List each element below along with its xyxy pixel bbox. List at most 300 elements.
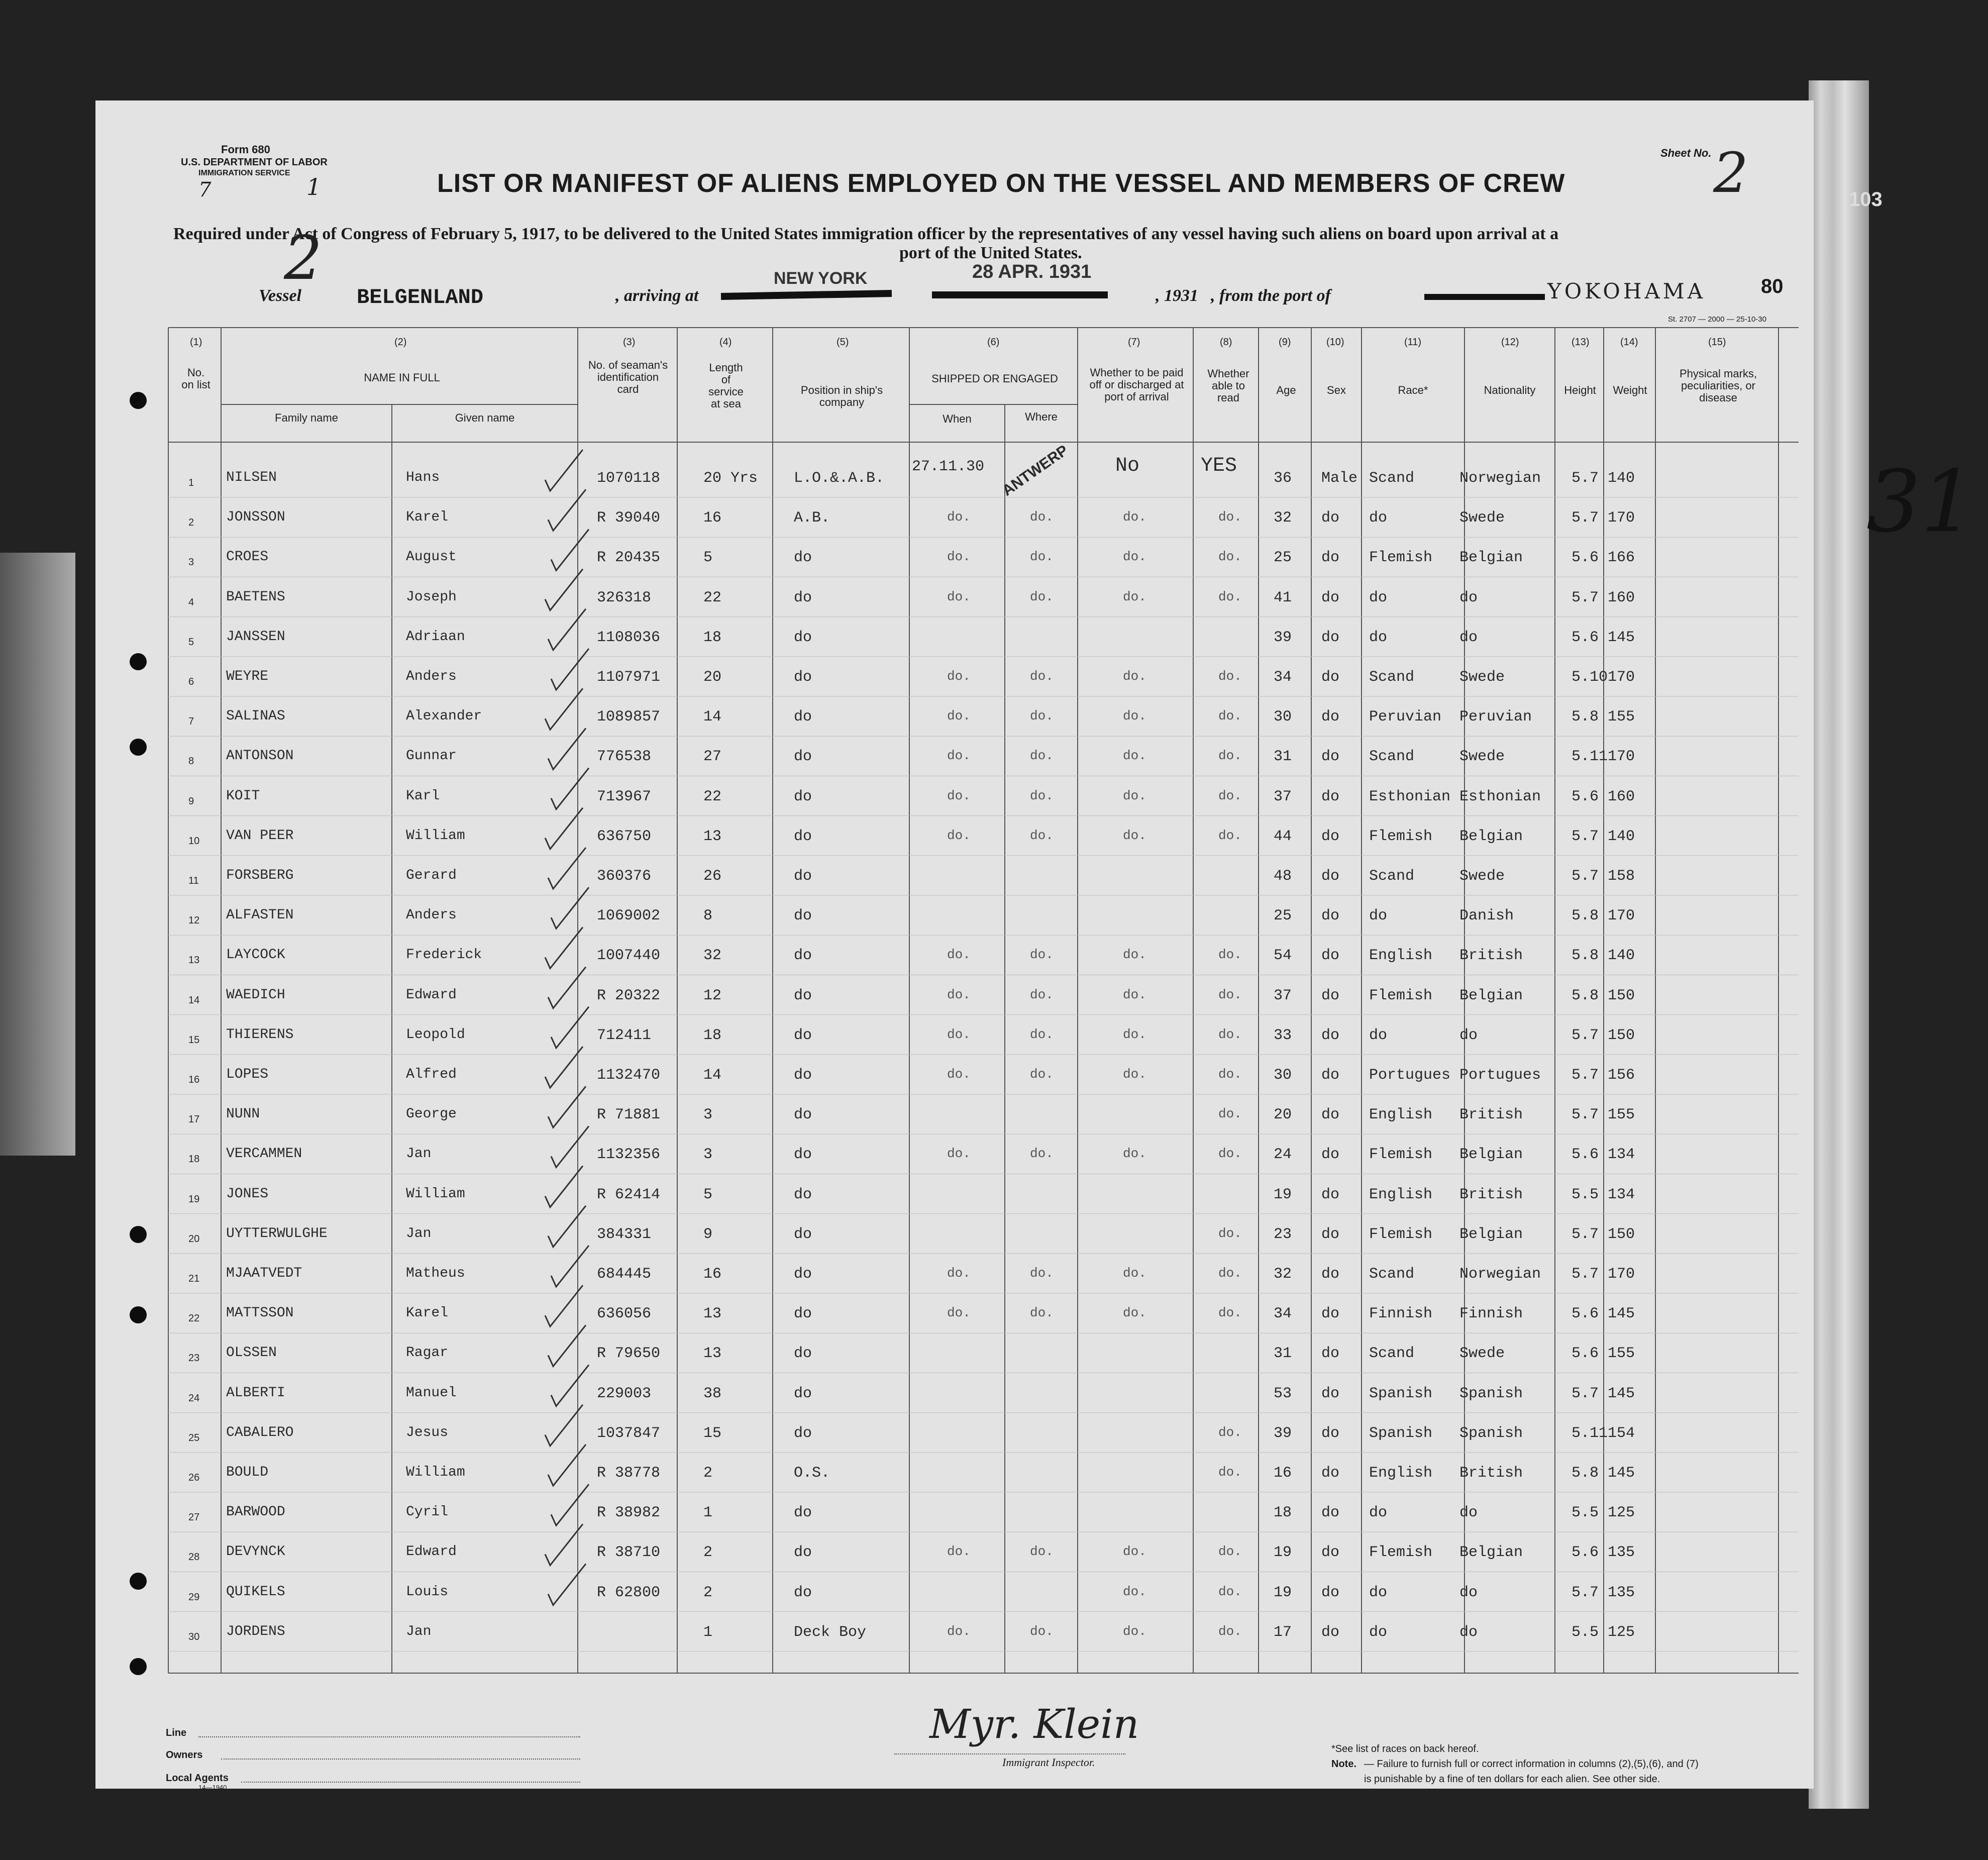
sheet-number: 2: [1713, 141, 1748, 205]
col-8-number: (8): [1220, 337, 1232, 348]
row-8-weight: 170: [1608, 748, 1635, 766]
tick-mark: [545, 1524, 583, 1565]
row-13-weight: 140: [1608, 947, 1635, 965]
tick-mark: [545, 1047, 583, 1088]
row-29-nationality: do: [1459, 1584, 1478, 1601]
subtitle-line1: Required under Act of Congress of February 5, 1917, to be delivered to the United States immigration officer by the representatives of any vessel having such aliens on board upon arrival at a: [173, 225, 1559, 243]
row-4-race: do: [1369, 589, 1388, 606]
row-3-weight: 166: [1608, 549, 1635, 567]
tick-mark: [548, 848, 586, 889]
row-20-row-number: 20: [188, 1233, 200, 1245]
row-22-paid-off: do.: [1123, 1305, 1146, 1321]
tick-mark: [545, 1166, 583, 1207]
col-14-header: Weight: [1613, 384, 1647, 396]
row-8-service-length: 27: [703, 748, 722, 766]
col-13-header: Height: [1564, 384, 1596, 396]
row-12-service-length: 8: [703, 907, 713, 925]
row-4-shipped-when: do.: [947, 589, 971, 604]
row-25-able-to-read: do.: [1218, 1424, 1242, 1440]
row-22-race: Finnish: [1369, 1305, 1433, 1323]
row-23-age: 31: [1274, 1345, 1292, 1363]
row-2-shipped-where: do.: [1030, 509, 1054, 525]
col-2a-header: Family name: [275, 411, 338, 424]
row-9-given-name: Karl: [406, 788, 440, 804]
row-14-card-number: R 20322: [597, 987, 661, 1004]
row-22-position: do: [794, 1305, 812, 1323]
col-9-header: Age: [1276, 384, 1296, 396]
row-18-position: do: [794, 1146, 812, 1164]
row-7-paid-off: do.: [1123, 708, 1146, 724]
row-5-given-name: Adriaan: [406, 629, 465, 645]
vessel-label: Vessel: [259, 286, 301, 305]
row-1-where-stamp: ANTWERP: [999, 442, 1072, 499]
tick-mark: [551, 887, 589, 928]
row-23-nationality: Swede: [1459, 1345, 1505, 1363]
row-28-race: Flemish: [1369, 1544, 1433, 1562]
row-23-race: Scand: [1369, 1345, 1415, 1363]
row-24-row-number: 24: [188, 1392, 200, 1404]
row-24-race: Spanish: [1369, 1385, 1433, 1402]
row-18-family-name: VERCAMMEN: [226, 1146, 302, 1162]
row-20-given-name: Jan: [406, 1225, 432, 1242]
row-10-service-length: 13: [703, 828, 722, 845]
note-line-1: — Failure to furnish full or correct information in columns (2),(5),(6), and (7): [1364, 1759, 1699, 1770]
row-5-family-name: JANSSEN: [226, 629, 285, 645]
row-18-weight: 134: [1608, 1146, 1635, 1164]
row-1-paid-off: No: [1115, 455, 1140, 477]
row-9-sex: do: [1321, 788, 1340, 805]
row-16-shipped-where: do.: [1030, 1067, 1054, 1082]
row-2-family-name: JONSSON: [226, 509, 285, 526]
row-3-card-number: R 20435: [597, 549, 661, 567]
row-25-weight: 154: [1608, 1424, 1635, 1442]
row-14-family-name: WAEDICH: [226, 987, 285, 1003]
row-10-race: Flemish: [1369, 828, 1433, 845]
row-26-nationality: British: [1459, 1465, 1523, 1482]
row-8-height: 5.11: [1572, 748, 1608, 766]
row-18-race: Flemish: [1369, 1146, 1433, 1164]
col-5-number: (5): [836, 337, 849, 348]
row-27-position: do: [794, 1504, 812, 1522]
inspector-label: Immigrant Inspector.: [1002, 1756, 1095, 1769]
row-30-paid-off: do.: [1123, 1623, 1146, 1639]
row-14-service-length: 12: [703, 987, 722, 1004]
row-21-height: 5.7: [1572, 1266, 1599, 1283]
row-3-position: do: [794, 549, 812, 567]
row-18-service-length: 3: [703, 1146, 713, 1164]
row-30-shipped-when: do.: [947, 1623, 971, 1639]
row-3-able-to-read: do.: [1218, 549, 1242, 565]
row-1-nationality: Norwegian: [1459, 470, 1541, 487]
row-28-position: do: [794, 1544, 812, 1562]
row-17-nationality: British: [1459, 1106, 1523, 1124]
tick-mark: [548, 1086, 586, 1127]
row-24-age: 53: [1274, 1385, 1292, 1402]
col-2-number: (2): [394, 337, 407, 348]
row-23-sex: do: [1321, 1345, 1340, 1363]
row-11-given-name: Gerard: [406, 868, 457, 883]
row-7-position: do: [794, 708, 812, 726]
row-28-family-name: DEVYNCK: [226, 1544, 285, 1560]
row-14-paid-off: do.: [1123, 987, 1146, 1002]
row-11-nationality: Swede: [1459, 868, 1505, 885]
row-25-age: 39: [1274, 1424, 1292, 1442]
row-16-paid-off: do.: [1123, 1067, 1146, 1082]
row-20-card-number: 384331: [597, 1225, 652, 1243]
form-number: Form 680: [221, 143, 270, 156]
col-1-header: No. on list: [181, 366, 211, 391]
row-17-position: do: [794, 1106, 812, 1124]
col-7-number: (7): [1128, 337, 1140, 348]
row-2-position: A.B.: [794, 509, 830, 527]
row-12-weight: 170: [1608, 907, 1635, 925]
col-12-number: (12): [1501, 337, 1519, 348]
row-22-shipped-when: do.: [947, 1305, 971, 1321]
row-6-row-number: 6: [188, 676, 194, 687]
row-16-family-name: LOPES: [226, 1067, 269, 1082]
footer-form-code: 14—1940: [198, 1784, 227, 1791]
row-25-given-name: Jesus: [406, 1424, 449, 1440]
tick-mark: [551, 1484, 589, 1525]
row-8-age: 31: [1274, 748, 1292, 766]
row-24-given-name: Manuel: [406, 1385, 457, 1401]
row-1-position: L.O.&.A.B.: [794, 470, 885, 487]
row-22-service-length: 13: [703, 1305, 722, 1323]
row-5-race: do: [1369, 629, 1388, 646]
row-3-sex: do: [1321, 549, 1340, 567]
row-10-nationality: Belgian: [1459, 828, 1523, 845]
row-15-sex: do: [1321, 1026, 1340, 1044]
row-5-sex: do: [1321, 629, 1340, 646]
arriving-label: , arriving at: [615, 286, 699, 305]
row-15-position: do: [794, 1026, 812, 1044]
row-5-age: 39: [1274, 629, 1292, 646]
row-28-weight: 135: [1608, 1544, 1635, 1562]
row-9-weight: 160: [1608, 788, 1635, 805]
row-16-given-name: Alfred: [406, 1067, 457, 1082]
row-14-row-number: 14: [188, 994, 200, 1006]
col-3-header: No. of seaman's identification card: [588, 359, 668, 395]
row-13-card-number: 1007440: [597, 947, 661, 965]
row-27-service-length: 1: [703, 1504, 713, 1522]
row-15-race: do: [1369, 1026, 1388, 1044]
margin-number: 103: [1849, 188, 1882, 211]
row-17-weight: 155: [1608, 1106, 1635, 1124]
row-9-age: 37: [1274, 788, 1292, 805]
row-15-service-length: 18: [703, 1026, 722, 1044]
row-13-row-number: 13: [188, 955, 200, 966]
tick-mark: [548, 1444, 586, 1486]
row-10-sex: do: [1321, 828, 1340, 845]
row-6-age: 34: [1274, 669, 1292, 686]
row-13-able-to-read: do.: [1218, 947, 1242, 963]
tick-mark: [548, 609, 586, 650]
row-21-card-number: 684445: [597, 1266, 652, 1283]
row-9-row-number: 9: [188, 795, 194, 807]
row-21-service-length: 16: [703, 1266, 722, 1283]
row-20-weight: 150: [1608, 1225, 1635, 1243]
row-2-height: 5.7: [1572, 509, 1599, 527]
row-5-weight: 145: [1608, 629, 1635, 646]
row-28-shipped-when: do.: [947, 1544, 971, 1560]
agents-field: [241, 1782, 580, 1783]
footer-line-label: Line: [166, 1727, 187, 1738]
row-23-row-number: 23: [188, 1353, 200, 1364]
row-16-service-length: 14: [703, 1067, 722, 1084]
row-1-age: 36: [1274, 470, 1292, 487]
row-7-weight: 155: [1608, 708, 1635, 726]
row-11-card-number: 360376: [597, 868, 652, 885]
row-15-weight: 150: [1608, 1026, 1635, 1044]
row-30-shipped-where: do.: [1030, 1623, 1054, 1639]
row-17-family-name: NUNN: [226, 1106, 260, 1122]
margin-big-number: 31: [1866, 452, 1975, 552]
print-code: St. 2707 — 2000 — 25-10-30: [1668, 315, 1766, 324]
row-9-able-to-read: do.: [1218, 788, 1242, 803]
row-26-sex: do: [1321, 1465, 1340, 1482]
row-28-card-number: R 38710: [597, 1544, 661, 1562]
row-16-weight: 156: [1608, 1067, 1635, 1084]
row-23-given-name: Ragar: [406, 1345, 449, 1361]
row-21-race: Scand: [1369, 1266, 1415, 1283]
note-line-2: is punishable by a fine of ten dollars for each alien. See other side.: [1364, 1774, 1660, 1785]
row-8-sex: do: [1321, 748, 1340, 766]
row-20-family-name: UYTTERWULGHE: [226, 1225, 328, 1242]
row-21-shipped-where: do.: [1030, 1266, 1054, 1281]
row-16-nationality: Portugues: [1459, 1067, 1541, 1084]
row-4-service-length: 22: [703, 589, 722, 606]
row-29-sex: do: [1321, 1584, 1340, 1601]
tick-mark: [548, 1564, 586, 1605]
row-14-height: 5.8: [1572, 987, 1599, 1004]
row-6-service-length: 20: [703, 669, 722, 686]
row-28-shipped-where: do.: [1030, 1544, 1054, 1560]
row-1-sex: Male: [1321, 470, 1358, 487]
row-8-position: do: [794, 748, 812, 766]
row-13-shipped-where: do.: [1030, 947, 1054, 963]
row-10-given-name: William: [406, 828, 465, 844]
row-5-nationality: do: [1459, 629, 1478, 646]
col-4-number: (4): [719, 337, 732, 348]
row-10-paid-off: do.: [1123, 828, 1146, 843]
footer-owners-label: Owners: [166, 1749, 203, 1761]
row-12-age: 25: [1274, 907, 1292, 925]
row-24-service-length: 38: [703, 1385, 722, 1402]
row-3-given-name: August: [406, 549, 457, 565]
sheet-label: Sheet No.: [1660, 147, 1712, 159]
row-9-nationality: Esthonian: [1459, 788, 1541, 805]
row-30-position: Deck Boy: [794, 1623, 867, 1641]
row-25-service-length: 15: [703, 1424, 722, 1442]
row-13-shipped-when: do.: [947, 947, 971, 963]
row-13-service-length: 32: [703, 947, 722, 965]
row-21-paid-off: do.: [1123, 1266, 1146, 1281]
row-3-race: Flemish: [1369, 549, 1433, 567]
row-27-race: do: [1369, 1504, 1388, 1522]
row-6-shipped-when: do.: [947, 669, 971, 684]
col-4-header: Length of service at sea: [708, 361, 744, 410]
row-3-shipped-when: do.: [947, 549, 971, 565]
row-29-weight: 135: [1608, 1584, 1635, 1601]
row-8-race: Scand: [1369, 748, 1415, 766]
inspector-signature: Myr. Klein: [929, 1701, 1139, 1747]
row-21-nationality: Norwegian: [1459, 1266, 1541, 1283]
row-9-race: Esthonian: [1369, 788, 1451, 805]
row-16-sex: do: [1321, 1067, 1340, 1084]
row-20-race: Flemish: [1369, 1225, 1433, 1243]
row-8-able-to-read: do.: [1218, 748, 1242, 764]
row-1-when: 27.11.30: [912, 458, 985, 475]
row-26-height: 5.8: [1572, 1465, 1599, 1482]
row-14-shipped-where: do.: [1030, 987, 1054, 1002]
row-11-sex: do: [1321, 868, 1340, 885]
row-18-given-name: Jan: [406, 1146, 432, 1162]
row-7-family-name: SALINAS: [226, 708, 285, 725]
row-1-row-number: 1: [188, 477, 194, 488]
row-26-row-number: 26: [188, 1472, 200, 1483]
owners-field: [221, 1759, 580, 1760]
row-18-sex: do: [1321, 1146, 1340, 1164]
row-19-weight: 134: [1608, 1186, 1635, 1203]
row-1-family-name: NILSEN: [226, 470, 277, 485]
row-14-able-to-read: do.: [1218, 987, 1242, 1002]
row-30-family-name: JORDENS: [226, 1623, 285, 1639]
service: IMMIGRATION SERVICE: [198, 169, 290, 177]
row-22-given-name: Karel: [406, 1305, 449, 1321]
row-26-weight: 145: [1608, 1465, 1635, 1482]
row-8-shipped-where: do.: [1030, 748, 1054, 764]
row-3-shipped-where: do.: [1030, 549, 1054, 565]
row-6-height: 5.10: [1572, 669, 1608, 686]
row-14-nationality: Belgian: [1459, 987, 1523, 1004]
row-21-age: 32: [1274, 1266, 1292, 1283]
row-10-shipped-when: do.: [947, 828, 971, 843]
row-15-age: 33: [1274, 1026, 1292, 1044]
row-20-sex: do: [1321, 1225, 1340, 1243]
row-13-family-name: LAYCOCK: [226, 947, 285, 963]
row-2-able-to-read: do.: [1218, 509, 1242, 525]
row-17-service-length: 3: [703, 1106, 713, 1124]
col-13-number: (13): [1572, 337, 1590, 348]
row-6-shipped-where: do.: [1030, 669, 1054, 684]
row-26-given-name: William: [406, 1465, 465, 1480]
row-13-sex: do: [1321, 947, 1340, 965]
row-9-height: 5.6: [1572, 788, 1599, 805]
row-2-age: 32: [1274, 509, 1292, 527]
row-17-card-number: R 71881: [597, 1106, 661, 1124]
row-19-age: 19: [1274, 1186, 1292, 1203]
row-7-service-length: 14: [703, 708, 722, 726]
row-29-able-to-read: do.: [1218, 1584, 1242, 1599]
col-2-header: NAME IN FULL: [364, 371, 440, 384]
row-17-given-name: George: [406, 1106, 457, 1122]
row-27-family-name: BARWOOD: [226, 1504, 285, 1520]
row-15-given-name: Leopold: [406, 1026, 465, 1043]
row-22-family-name: MATTSSON: [226, 1305, 294, 1321]
row-19-height: 5.5: [1572, 1186, 1599, 1203]
row-13-paid-off: do.: [1123, 947, 1146, 963]
row-28-service-length: 2: [703, 1544, 713, 1562]
row-5-row-number: 5: [188, 636, 194, 648]
tick-mark: [548, 967, 586, 1008]
row-14-shipped-when: do.: [947, 987, 971, 1002]
row-19-card-number: R 62414: [597, 1186, 661, 1203]
tick-mark: [545, 450, 583, 491]
row-7-nationality: Peruvian: [1459, 708, 1532, 726]
row-10-family-name: VAN PEER: [226, 828, 294, 844]
row-23-weight: 155: [1608, 1345, 1635, 1363]
row-23-card-number: R 79650: [597, 1345, 661, 1363]
line-field: [198, 1736, 580, 1737]
row-17-age: 20: [1274, 1106, 1292, 1124]
row-10-row-number: 10: [188, 835, 200, 847]
row-17-row-number: 17: [188, 1114, 200, 1125]
row-20-able-to-read: do.: [1218, 1225, 1242, 1241]
row-5-height: 5.6: [1572, 629, 1599, 646]
col-15-header: Physical marks, peculiarities, or disease: [1679, 367, 1757, 404]
row-18-card-number: 1132356: [597, 1146, 661, 1164]
row-22-row-number: 22: [188, 1313, 200, 1324]
row-16-position: do: [794, 1067, 812, 1084]
row-4-family-name: BAETENS: [226, 589, 285, 605]
row-1-read: YES: [1201, 455, 1237, 477]
tick-mark: [548, 728, 586, 769]
row-2-shipped-when: do.: [947, 509, 971, 525]
row-1-race: Scand: [1369, 470, 1415, 487]
row-9-paid-off: do.: [1123, 788, 1146, 803]
row-28-given-name: Edward: [406, 1544, 457, 1560]
from-port: YOKOHAMA: [1547, 279, 1706, 303]
tick-mark: [545, 927, 583, 968]
col-6-header: SHIPPED OR ENGAGED: [931, 372, 1058, 385]
row-12-card-number: 1069002: [597, 907, 661, 925]
page-title: LIST OR MANIFEST OF ALIENS EMPLOYED ON THE VESSEL AND MEMBERS OF CREW: [437, 169, 1565, 198]
row-19-sex: do: [1321, 1186, 1340, 1203]
row-13-height: 5.8: [1572, 947, 1599, 965]
row-29-position: do: [794, 1584, 812, 1601]
row-8-nationality: Swede: [1459, 748, 1505, 766]
row-11-weight: 158: [1608, 868, 1635, 885]
row-2-sex: do: [1321, 509, 1340, 527]
row-25-family-name: CABALERO: [226, 1424, 294, 1440]
row-8-paid-off: do.: [1123, 748, 1146, 764]
row-26-age: 16: [1274, 1465, 1292, 1482]
row-29-family-name: QUIKELS: [226, 1584, 285, 1600]
row-2-race: do: [1369, 509, 1388, 527]
col-5-header: Position in ship's company: [800, 384, 883, 408]
row-22-weight: 145: [1608, 1305, 1635, 1323]
col-12-header: Nationality: [1484, 384, 1536, 396]
row-30-service-length: 1: [703, 1623, 713, 1641]
row-26-service-length: 2: [703, 1465, 713, 1482]
row-4-weight: 160: [1608, 589, 1635, 606]
row-1-card-number: 1070118: [597, 470, 661, 487]
row-8-shipped-when: do.: [947, 748, 971, 764]
row-25-card-number: 1037847: [597, 1424, 661, 1442]
row-8-row-number: 8: [188, 756, 194, 767]
row-29-service-length: 2: [703, 1584, 713, 1601]
row-21-shipped-when: do.: [947, 1266, 971, 1281]
row-15-paid-off: do.: [1123, 1026, 1146, 1042]
row-16-able-to-read: do.: [1218, 1067, 1242, 1082]
row-2-weight: 170: [1608, 509, 1635, 527]
row-27-sex: do: [1321, 1504, 1340, 1522]
row-4-card-number: 326318: [597, 589, 652, 606]
row-15-family-name: THIERENS: [226, 1026, 294, 1043]
row-12-position: do: [794, 907, 812, 925]
row-17-race: English: [1369, 1106, 1433, 1124]
row-21-able-to-read: do.: [1218, 1266, 1242, 1281]
